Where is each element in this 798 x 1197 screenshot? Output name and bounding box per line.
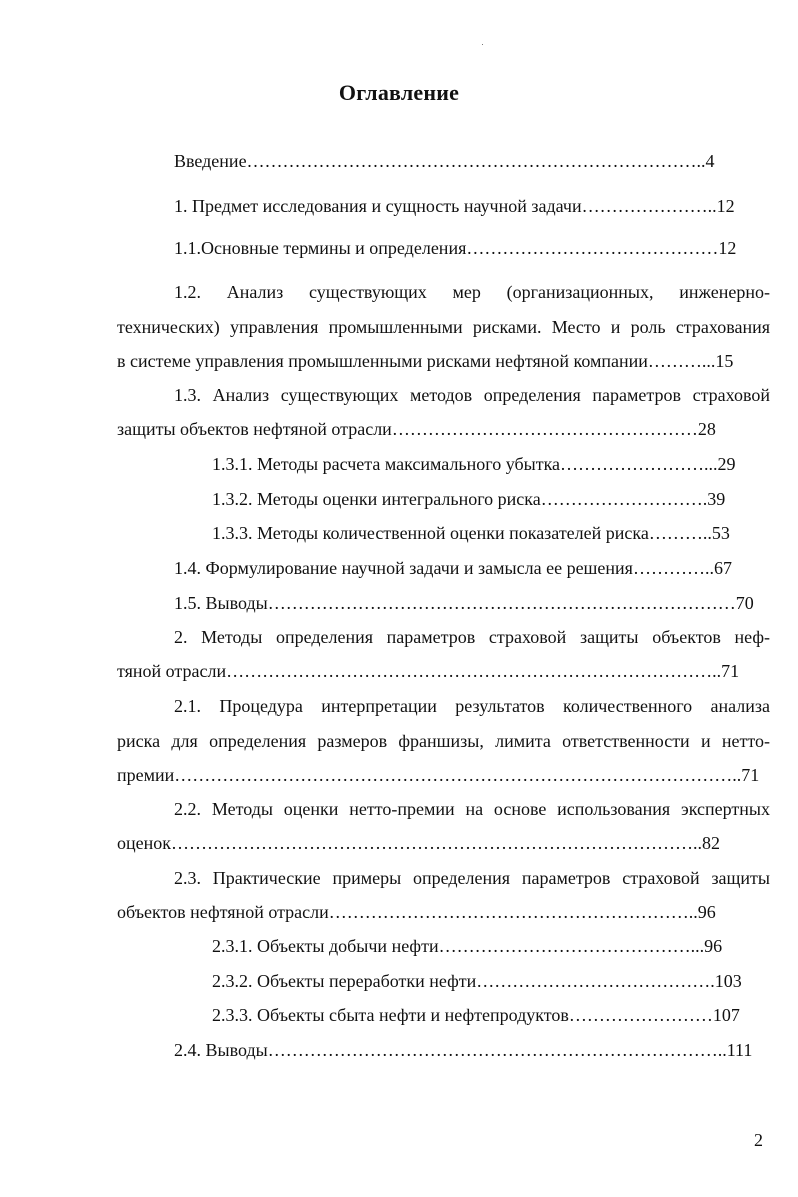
toc-item-2-1-line1: 2.1. Процедура интерпретации результатов количественного анализа [174, 696, 770, 716]
toc-item-1-3-1: 1.3.1. Методы расчета максимального убытка……………………...29 [212, 454, 736, 474]
toc-item-2-1-line3: премии…………………………………………………………………………………..71 [117, 765, 760, 785]
toc-item-1-1: 1.1.Основные термины и определения……………………………………12 [174, 238, 737, 258]
toc-item-2-3-2: 2.3.2. Объекты переработки нефти………………………………….103 [212, 971, 742, 991]
toc-item-2-2-line1: 2.2. Методы оценки нетто-премии на основе использования экспертных [174, 799, 770, 819]
page-title: Оглавление [338, 80, 460, 105]
toc-item-1-3-line2: защиты объектов нефтяной отрасли……………………………………………28 [117, 419, 716, 439]
toc-item-2-2-line2: оценок……………………………………………………………………………..82 [117, 833, 720, 853]
toc-item-1-2-line2: технических) управления промышленными рисками. Место и роль страхования [117, 317, 770, 337]
toc-item-2-line1: 2. Методы определения параметров страховой защиты объектов неф- [174, 627, 770, 647]
toc-item-intro: Введение…………………………………………………………………..4 [174, 151, 715, 171]
toc-item-2-3-line2: объектов нефтяной отрасли……………………………………………………..96 [117, 902, 716, 922]
toc-item-1-3-2: 1.3.2. Методы оценки интегрального риска……………………….39 [212, 489, 726, 509]
toc-item-2-3-line1: 2.3. Практические примеры определения параметров страховой защиты [174, 868, 770, 888]
toc-item-2-1-line2: риска для определения размеров франшизы, лимита ответственности и нетто- [117, 731, 770, 751]
toc-item-1-3-line1: 1.3. Анализ существующих методов определения параметров страховой [174, 385, 770, 405]
toc-item-2-3-3: 2.3.3. Объекты сбыта нефти и нефтепродуктов……………………107 [212, 1005, 740, 1025]
toc-item-2-line2: тяной отрасли………………………………………………………………………..71 [117, 661, 740, 681]
toc-item-1-4: 1.4. Формулирование научной задачи и замысла ее решения…………..67 [174, 558, 732, 578]
scan-speck [482, 44, 483, 45]
toc-item-2-3-1: 2.3.1. Объекты добычи нефти……………………………………...96 [212, 936, 723, 956]
toc-item-1-5: 1.5. Выводы……………………………………………………………………70 [174, 593, 754, 613]
toc-item-1-2-line1: 1.2. Анализ существующих мер (организационных, инженерно- [174, 282, 770, 302]
page-number: 2 [754, 1130, 763, 1150]
toc-item-2-4: 2.4. Выводы…………………………………………………………………..111 [174, 1040, 753, 1060]
toc-item-1-3-3: 1.3.3. Методы количественной оценки показателей риска………..53 [212, 523, 730, 543]
toc-item-1-2-line3: в системе управления промышленными рисками нефтяной компании………...15 [117, 351, 734, 371]
toc-item-1: 1. Предмет исследования и сущность научной задачи…………………..12 [174, 196, 735, 216]
